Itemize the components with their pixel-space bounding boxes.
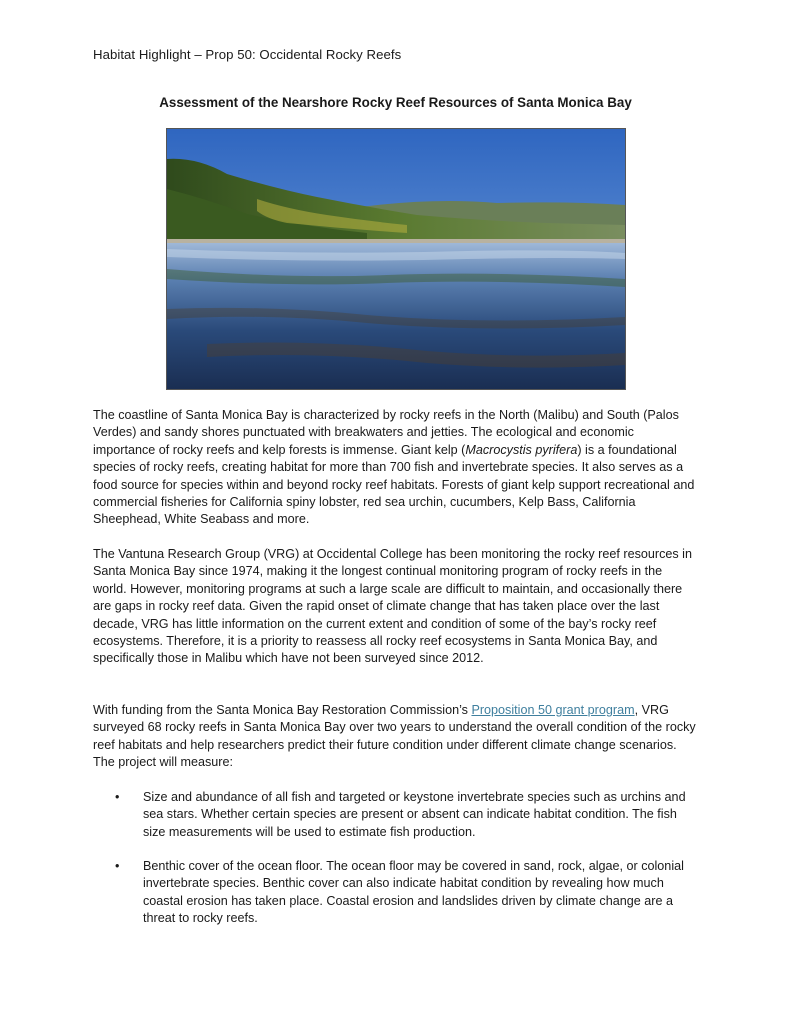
page-header: Habitat Highlight – Prop 50: Occidental Rocky Reefs xyxy=(93,47,402,62)
bullet-list-item xyxy=(93,858,699,928)
species-name-italic: Macrocystis pyrifera xyxy=(465,442,578,457)
document-title: Assessment of the Nearshore Rocky Reef Resources of Santa Monica Bay xyxy=(159,95,632,110)
prop50-grant-link[interactable]: Proposition 50 grant program xyxy=(471,703,635,717)
paragraph-funding xyxy=(93,702,699,772)
bullet-list-item xyxy=(93,789,699,841)
paragraph-funding-text-2: , VRG surveyed 68 rocky reefs in Santa Monica Bay over two years to understand the overall condition of the rocky reef habitats and help researchers predict their future condition under different climate change scenarios. The project will measure: xyxy=(93,703,696,770)
paragraph-vrg: The Vantuna Research Group (VRG) at Occidental College has been monitoring the rocky reef resources in Santa Monica Bay since 1974, making it the longest continual monitoring program of rocky reefs in the world. However, monitoring programs at such a large scale are difficult to maintain, and occasionally there are gaps in rocky reef data. Given the rapid onset of climate change that has taken place over the last decade, VRG has little information on the current extent and condition of some of the bay’s rocky reef ecosystems. Therefore, it is a priority to reassess all rocky reef ecosystems in Santa Monica Bay, and specifically those in Malibu which have not been surveyed since 2012. xyxy=(93,547,692,666)
bullet-icon: • xyxy=(115,790,120,804)
list-item xyxy=(93,858,699,928)
coastline-photo-image xyxy=(167,129,625,389)
coastline-photo xyxy=(166,128,626,390)
paragraph-coastline-text-1: The coastline of Santa Monica Bay is characterized by rocky reefs in the North (Malibu) and South (Palos Verdes) and sandy shores punctuated with breakwaters and jetties. The ecological and economic importance of rocky reefs and kelp forests is immense. Giant kelp ( xyxy=(93,408,679,457)
paragraph-coastline xyxy=(93,407,699,529)
bullet-text: Size and abundance of all fish and targeted or keystone invertebrate species such as urchins and sea stars. Whether certain species are present or absent can indicate habitat condition. The fish size measurements will be used to estimate fish production. xyxy=(143,790,686,839)
bullet-icon: • xyxy=(115,859,120,873)
paragraph-funding-text-1: With funding from the Santa Monica Bay Restoration Commission’s xyxy=(93,703,472,717)
list-item xyxy=(93,789,699,841)
bullet-text: Benthic cover of the ocean floor. The ocean floor may be covered in sand, rock, algae, or colonial invertebrate species. Benthic cover can also indicate habitat condition by revealing how much coastal erosion has taken place. Coastal erosion and landslides driven by climate change are a threat to rocky reefs. xyxy=(143,859,684,926)
paragraph-coastline-text-2: ) is a foundational species of rocky reefs, creating habitat for more than 700 fish and invertebrate species. It also serves as a food source for species within and beyond rocky reef habitats. Forests of giant kelp support recreational and commercial fisheries for California spiny lobster, red sea urchin, cucumbers, Kelp Bass, California Sheephead, White Seabass and more. xyxy=(93,442,695,527)
